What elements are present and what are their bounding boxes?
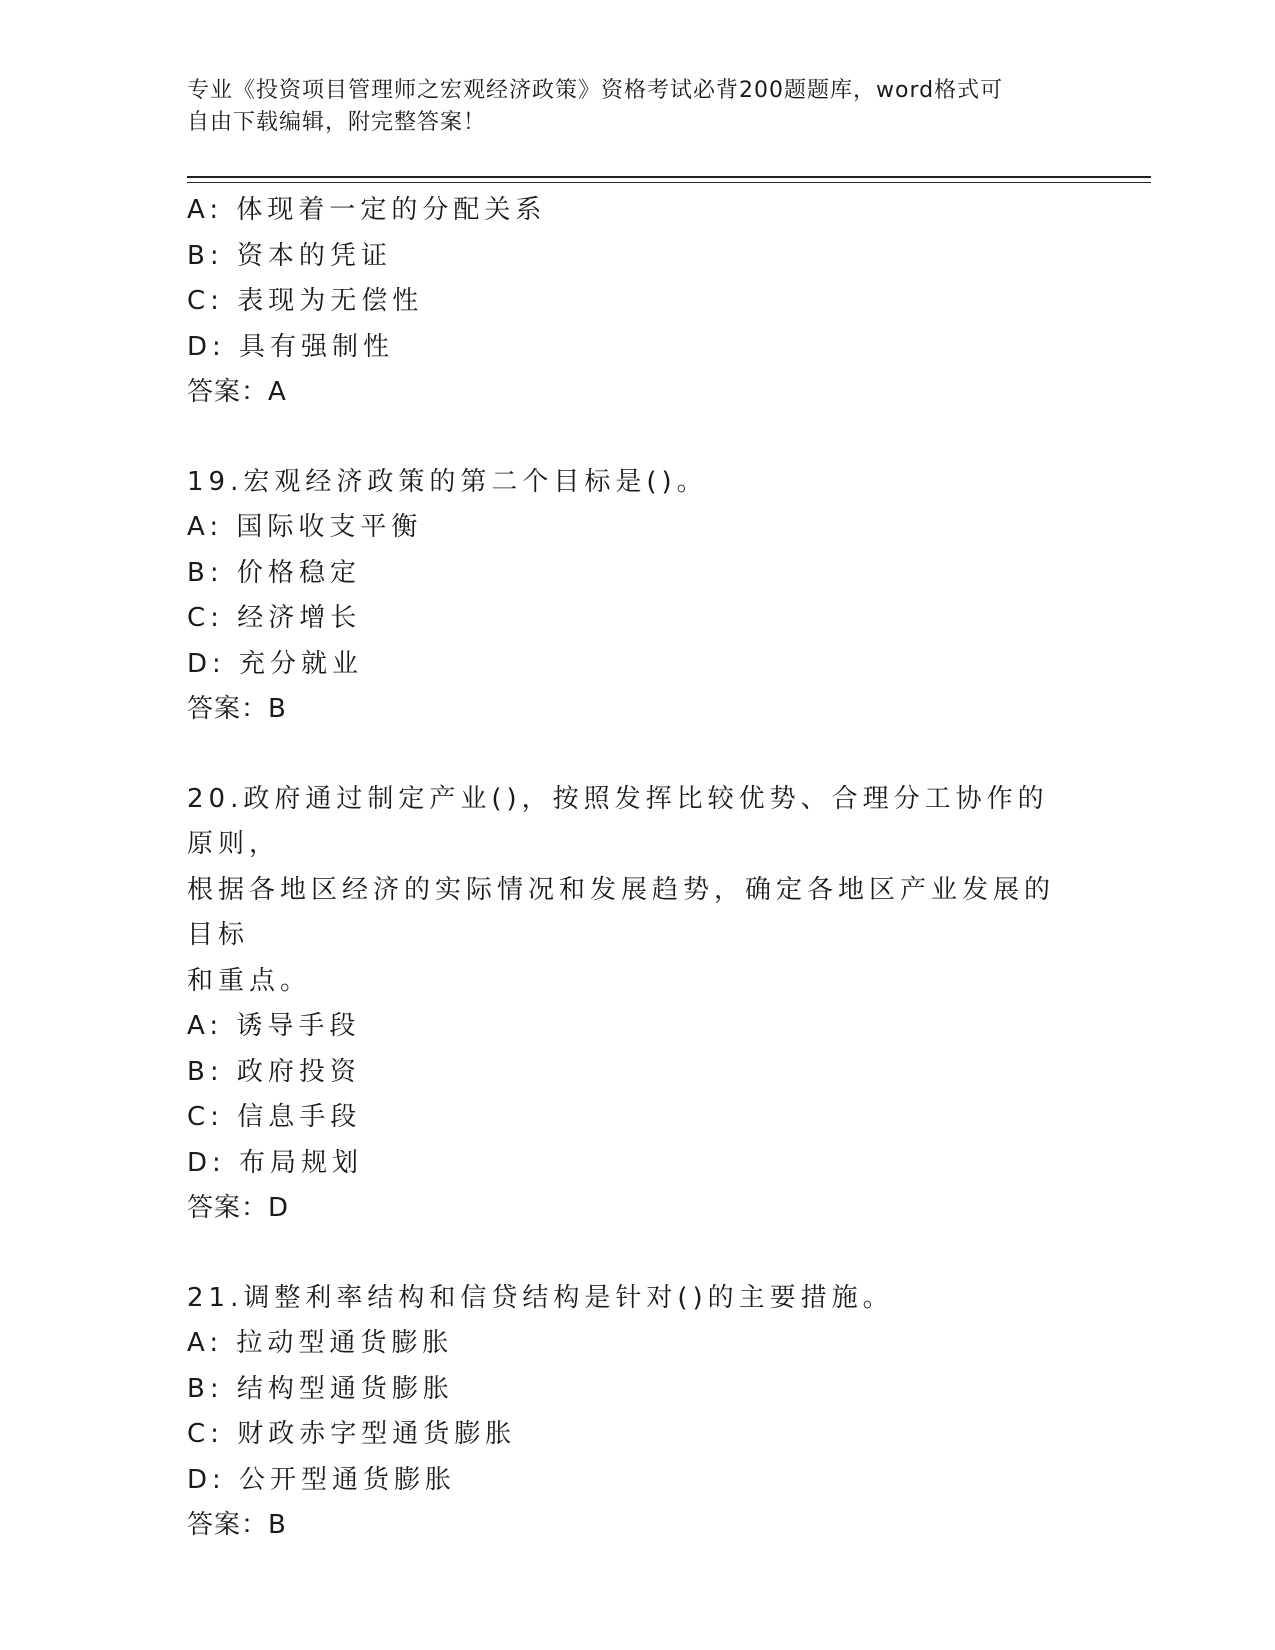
question-block-19 [187, 460, 1067, 733]
option-b: B: 结构型通货膨胀 [187, 1373, 454, 1404]
question-block-21 [187, 1276, 1067, 1549]
option-c: C: 经济增长 [187, 603, 362, 633]
option-a: A: 拉动型通货膨胀 [187, 1328, 454, 1358]
question-list [187, 188, 1067, 1549]
question-block-20 [187, 777, 1067, 1232]
option-c: C: 表现为无偿性 [187, 286, 424, 316]
answer-line: 答案：B [187, 1510, 287, 1540]
option-c: C: 财政赤字型通货膨胀 [187, 1419, 517, 1449]
option-d: D: 布局规划 [187, 1147, 364, 1178]
answer-line: 答案：A [187, 377, 287, 407]
header-divider-thin [187, 182, 1151, 183]
option-a: A: 体现着一定的分配关系 [187, 195, 547, 225]
option-a: A: 诱导手段 [187, 1011, 361, 1041]
question-stem: 19.宏观经济政策的第二个目标是()。 [187, 466, 708, 497]
option-a: A: 国际收支平衡 [187, 512, 423, 542]
document-header [187, 75, 1087, 139]
option-d: D: 充分就业 [187, 648, 364, 679]
question-stem-line-2: 根据各地区经济的实际情况和发展趋势，确定各地区产业发展的目标 [187, 874, 1056, 950]
question-stem-line-1: 20.政府通过制定产业()，按照发挥比较优势、合理分工协作的原则， [187, 783, 1049, 859]
option-d: D: 公开型通货膨胀 [187, 1464, 457, 1495]
question-stem-line-3: 和重点。 [187, 965, 312, 996]
header-divider-thick [187, 176, 1151, 178]
answer-line: 答案：B [187, 694, 287, 724]
option-b: B: 政府投资 [187, 1056, 361, 1087]
option-b: B: 资本的凭证 [187, 240, 392, 271]
header-title-line-2: 自由下载编辑，附完整答案！ [187, 110, 487, 135]
option-b: B: 价格稳定 [187, 557, 361, 588]
question-block-partial [187, 188, 1067, 416]
option-c: C: 信息手段 [187, 1102, 362, 1132]
question-stem: 21.调整利率结构和信贷结构是针对()的主要措施。 [187, 1282, 894, 1313]
header-title-line-1: 专业《投资项目管理师之宏观经济政策》资格考试必背200题题库，word格式可 [187, 78, 1004, 103]
answer-line: 答案：D [187, 1193, 290, 1223]
option-d: D: 具有强制性 [187, 331, 395, 362]
